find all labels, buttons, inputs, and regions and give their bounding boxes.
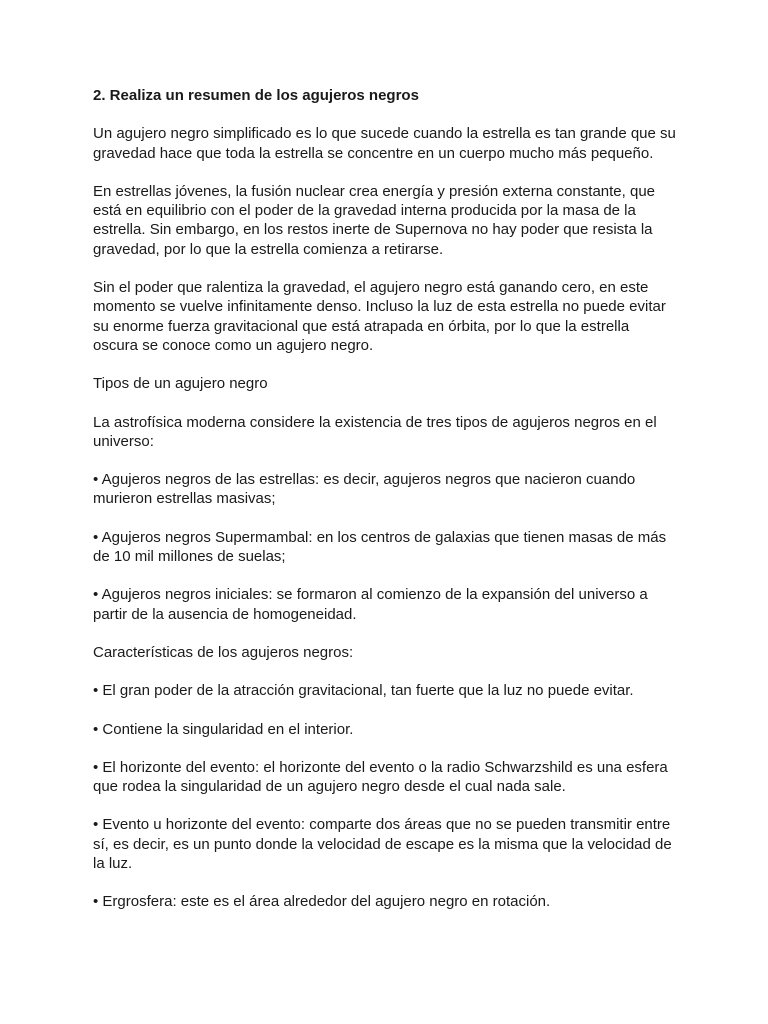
bullet-stellar: • Agujeros negros de las estrellas: es decir, agujeros negros que nacieron cuando murieron estrellas masivas; xyxy=(93,471,636,508)
bullet-singularity: • Contiene la singularidad en el interior. xyxy=(93,720,354,738)
paragraph-gravity: Sin el poder que ralentiza la gravedad, el agujero negro está ganando cero, en este momento se vuelve infinitamente denso. Incluso la luz de esta estrella no puede evitar su enorme fuerza gravitacional que está atrapada en órbita, por lo que la estrella oscura se conoce como un agujero negro. xyxy=(93,279,666,354)
paragraph-young-stars: En estrellas jóvenes, la fusión nuclear crea energía y presión externa constante, que está en equilibrio con el poder de la gravedad interna producida por la masa de la estrella. Sin embargo, en los restos inerte de Supernova no hay poder que resista la gravedad, por lo que la estrella comienza a retirarse. xyxy=(93,182,656,258)
bullet-supermassive: • Agujeros negros Supermambal: en los centros de galaxias que tienen masas de más de 10 mil millones de suelas; xyxy=(93,528,667,566)
bullet-gravity-power: • El gran poder de la atracción gravitacional, tan fuerte que la luz no puede evitar. xyxy=(93,682,634,700)
bullet-event-horizon: • El horizonte del evento: el horizonte del evento o la radio Schwarzshild es una esfera que rodea la singularidad de un agujero negro desde el cual nada sale. xyxy=(93,758,668,796)
bullet-ergosphere: • Ergrosfera: este es el área alrededor del agujero negro en rotación. xyxy=(93,893,551,911)
paragraph-astrophysics: La astrofísica moderna considere la existencia de tres tipos de agujeros negros en el universo: xyxy=(93,413,657,450)
bullet-primordial: • Agujeros negros iniciales: se formaron al comienzo de la expansión del universo a partir de la ausencia de homogeneidad. xyxy=(93,586,648,623)
section-heading-characteristics: Características de los agujeros negros: xyxy=(93,643,354,661)
bullet-horizon-areas: • Evento u horizonte del evento: comparte dos áreas que no se pueden transmitir entre sí, es decir, es un punto donde la velocidad de escape es la misma que la velocidad de la luz. xyxy=(93,816,672,873)
section-heading-types: Tipos de un agujero negro xyxy=(93,375,268,393)
paragraph-intro: Un agujero negro simplificado es lo que sucede cuando la estrella es tan grande que su gravedad hace que toda la estrella se concentre en un cuerpo mucho más pequeño. xyxy=(93,125,676,162)
document-title: 2. Realiza un resumen de los agujeros negros xyxy=(93,87,419,104)
